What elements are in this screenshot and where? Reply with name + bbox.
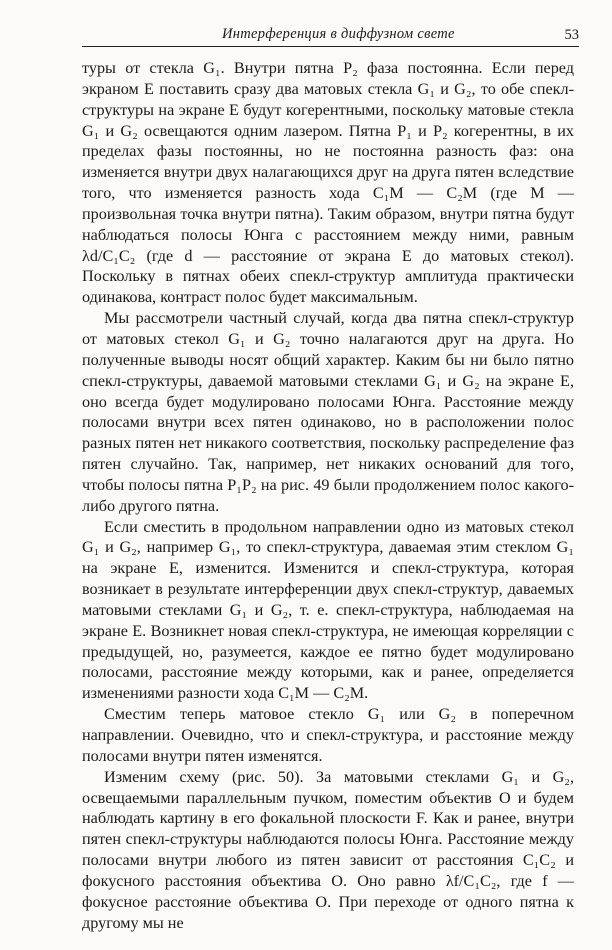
page-number: 53 (564, 27, 579, 43)
paragraph: Сместим теперь матовое стекло G₁ или G₂ в поперечном направлении. Очевидно, что и спекл-структура, и расстояние между полосами внутри пятен изменятся. (82, 705, 574, 765)
paragraph: Мы рассмотрели частный случай, когда два пятна спекл-структур от матовых стекол G₁ и G₂ точно налагаются друг на друга. Но полученные выводы носят общий характер. Каким бы ни было пятно спекл-структуры, даваемой матовыми стеклами G₁ и G₂ на экране E, оно всегда будет модулировано полосами Юнга. Расстояние между полосами внутри всех пятен одинаково, но в расположении полос разных пятен нет никакого соответствия, поскольку распределение фаз пятен случайно. Так, например, нет никаких оснований для того, чтобы полосы пятна P₁P₂ на рис. 49 были продолжением полос какого-либо другого пятна. (82, 309, 574, 515)
header-rule (82, 46, 579, 47)
page-header (82, 22, 579, 46)
paragraph-continued: туры от стекла G₁. Внутри пятна P₂ фаза постоянна. Если перед экраном E поставить сразу два матовых стекла G₁ и G₂, то обе спекл-структуры на экране E будут когерентными, поскольку матовые стекла G₁ и G₂ освещаются одним лазером. Пятна P₁ и P₂ когерентны, в их пределах фазы постоянны, но не постоянна разность фаз: она изменяется внутри двух налагающихся друг на друга пятен вследствие того, что изменяется разность хода C₁M — C₂M (где M — произвольная точка внутри пятна). Таким образом, внутри пятна будут наблюдаться полосы Юнга с расстоянием между ними, равным λd/C₁C₂ (где d — расстояние от экрана E до матовых стекол). Поскольку в пятнах обеих спекл-структур амплитуда практически одинакова, контраст полос будет максимальным. (82, 59, 574, 307)
paragraph: Изменим схему (рис. 50). За матовыми стеклами G₁ и G₂, освещаемыми параллельным пучком, поместим объектив O и будем наблюдать картину в его фокальной плоскости F. Как и ранее, внутри пятен спекл-структуры наблюдаются полосы Юнга. Расстояние между полосами внутри любого из пятен зависит от расстояния C₁C₂ и фокусного расстояния объектива O. Оно равно λf/C₁C₂, где f — фокусное расстояние объектива O. При переходе от одного пятна к другому мы не (82, 767, 574, 932)
paragraph: Если сместить в продольном направлении одно из матовых стекол G₁ и G₂, например G₁, то спекл-структура, даваемая этим стеклом G₁ на экране E, изменится. Изменится и спекл-структура, которая возникает в результате интерференции двух спекл-структур, даваемых матовыми стеклами G₁ и G₂, т. е. спекл-структура, наблюдаемая на экране E. Возникнет новая спекл-структура, не имеющая корреляции с предыдущей, но, разумеется, каждое ее пятно будет модулировано полосами, расстояние между которыми, как и ранее, определяется изменениями разности хода C₁M — C₂M. (82, 517, 574, 703)
running-title: Интерференция в диффузном свете (222, 26, 455, 42)
body-text (82, 58, 574, 933)
